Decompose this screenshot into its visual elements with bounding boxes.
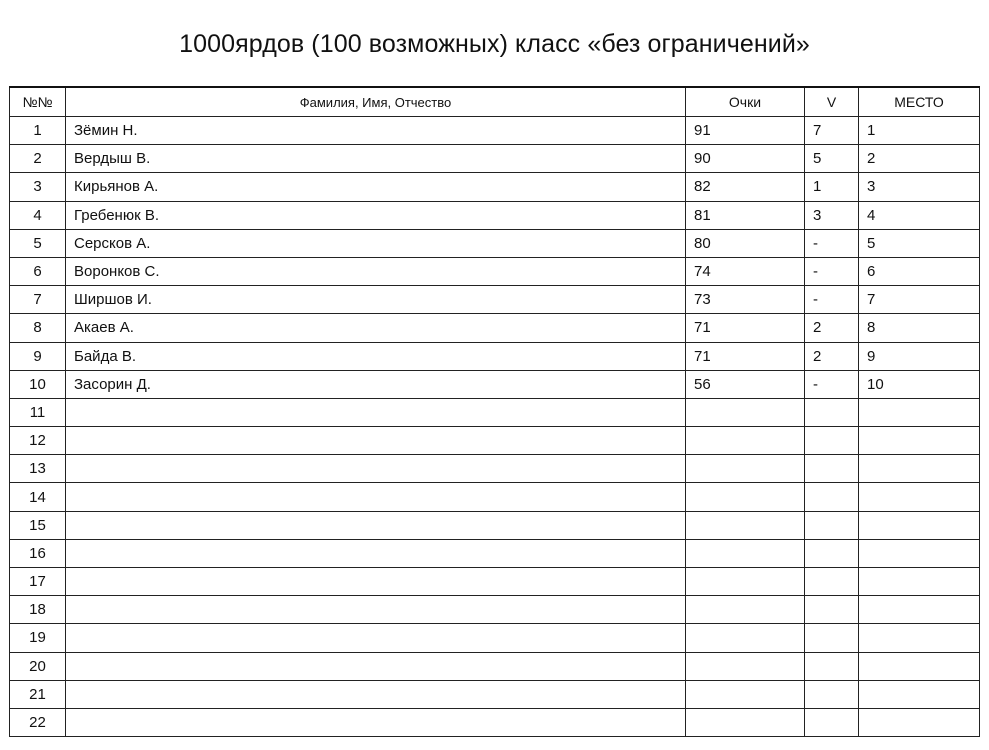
- score-cell: 90: [686, 145, 805, 173]
- v-cell: [805, 680, 859, 708]
- score-cell: [686, 455, 805, 483]
- table-row: [10, 427, 980, 455]
- v-cell: -: [805, 370, 859, 398]
- row-number: 20: [10, 652, 66, 680]
- participant-name: [66, 398, 686, 426]
- table-row: [10, 201, 980, 229]
- v-cell: -: [805, 257, 859, 285]
- place-cell: 3: [859, 173, 980, 201]
- row-number: 6: [10, 257, 66, 285]
- v-cell: 5: [805, 145, 859, 173]
- row-number: 14: [10, 483, 66, 511]
- place-cell: 4: [859, 201, 980, 229]
- row-number: 12: [10, 427, 66, 455]
- v-cell: [805, 596, 859, 624]
- score-cell: [686, 708, 805, 736]
- score-cell: [686, 680, 805, 708]
- v-cell: 7: [805, 117, 859, 145]
- participant-name: [66, 708, 686, 736]
- table-row: [10, 286, 980, 314]
- place-cell: [859, 680, 980, 708]
- participant-name: Серсков А.: [66, 229, 686, 257]
- v-cell: [805, 427, 859, 455]
- table-row: [10, 708, 980, 736]
- row-number: 13: [10, 455, 66, 483]
- score-cell: [686, 539, 805, 567]
- header-place: МЕСТО: [859, 87, 980, 117]
- participant-name: Гребенюк В.: [66, 201, 686, 229]
- v-cell: [805, 539, 859, 567]
- score-cell: [686, 596, 805, 624]
- header-row: [10, 87, 980, 117]
- score-cell: [686, 652, 805, 680]
- table-row: [10, 568, 980, 596]
- v-cell: [805, 483, 859, 511]
- score-cell: [686, 624, 805, 652]
- table-row: [10, 229, 980, 257]
- score-cell: 56: [686, 370, 805, 398]
- place-cell: 8: [859, 314, 980, 342]
- table-row: [10, 398, 980, 426]
- v-cell: 1: [805, 173, 859, 201]
- row-number: 21: [10, 680, 66, 708]
- header-name: Фамилия, Имя, Отчество: [66, 87, 686, 117]
- row-number: 5: [10, 229, 66, 257]
- table-row: [10, 314, 980, 342]
- score-cell: 91: [686, 117, 805, 145]
- header-score: Очки: [686, 87, 805, 117]
- row-number: 2: [10, 145, 66, 173]
- v-cell: 2: [805, 314, 859, 342]
- v-cell: 3: [805, 201, 859, 229]
- v-cell: 2: [805, 342, 859, 370]
- v-cell: [805, 652, 859, 680]
- header-v: V: [805, 87, 859, 117]
- v-cell: -: [805, 229, 859, 257]
- table-row: [10, 680, 980, 708]
- v-cell: [805, 708, 859, 736]
- row-number: 8: [10, 314, 66, 342]
- table-row: [10, 117, 980, 145]
- row-number: 15: [10, 511, 66, 539]
- participant-name: Вердыш В.: [66, 145, 686, 173]
- participant-name: [66, 511, 686, 539]
- table-row: [10, 173, 980, 201]
- place-cell: 1: [859, 117, 980, 145]
- table-row: [10, 370, 980, 398]
- place-cell: 10: [859, 370, 980, 398]
- table-row: [10, 652, 980, 680]
- participant-name: Воронков С.: [66, 257, 686, 285]
- table-row: [10, 483, 980, 511]
- table-row: [10, 455, 980, 483]
- row-number: 17: [10, 568, 66, 596]
- row-number: 22: [10, 708, 66, 736]
- participant-name: Засорин Д.: [66, 370, 686, 398]
- row-number: 19: [10, 624, 66, 652]
- row-number: 3: [10, 173, 66, 201]
- place-cell: [859, 652, 980, 680]
- row-number: 10: [10, 370, 66, 398]
- participant-name: [66, 680, 686, 708]
- table-row: [10, 596, 980, 624]
- place-cell: [859, 539, 980, 567]
- place-cell: 6: [859, 257, 980, 285]
- place-cell: [859, 596, 980, 624]
- participant-name: [66, 596, 686, 624]
- place-cell: [859, 568, 980, 596]
- table-row: [10, 145, 980, 173]
- score-cell: [686, 483, 805, 511]
- participant-name: Кирьянов А.: [66, 173, 686, 201]
- place-cell: [859, 624, 980, 652]
- v-cell: [805, 398, 859, 426]
- score-cell: [686, 568, 805, 596]
- table-row: [10, 624, 980, 652]
- participant-name: [66, 427, 686, 455]
- row-number: 18: [10, 596, 66, 624]
- place-cell: 2: [859, 145, 980, 173]
- v-cell: [805, 624, 859, 652]
- v-cell: [805, 511, 859, 539]
- v-cell: [805, 455, 859, 483]
- document-title: 1000ярдов (100 возможных) класс «без ограничений»: [179, 30, 810, 58]
- results-table: [9, 86, 980, 737]
- score-cell: 81: [686, 201, 805, 229]
- participant-name: [66, 455, 686, 483]
- row-number: 4: [10, 201, 66, 229]
- participant-name: [66, 539, 686, 567]
- place-cell: [859, 511, 980, 539]
- score-cell: 71: [686, 342, 805, 370]
- table-row: [10, 539, 980, 567]
- place-cell: [859, 398, 980, 426]
- place-cell: 9: [859, 342, 980, 370]
- v-cell: -: [805, 286, 859, 314]
- place-cell: 5: [859, 229, 980, 257]
- place-cell: [859, 427, 980, 455]
- score-cell: 80: [686, 229, 805, 257]
- score-cell: 82: [686, 173, 805, 201]
- table-row: [10, 257, 980, 285]
- header-num: №№: [10, 87, 66, 117]
- row-number: 7: [10, 286, 66, 314]
- participant-name: [66, 624, 686, 652]
- participant-name: [66, 568, 686, 596]
- score-cell: [686, 511, 805, 539]
- table-body: [10, 117, 980, 737]
- participant-name: Акаев А.: [66, 314, 686, 342]
- place-cell: 7: [859, 286, 980, 314]
- row-number: 16: [10, 539, 66, 567]
- v-cell: [805, 568, 859, 596]
- score-cell: 71: [686, 314, 805, 342]
- place-cell: [859, 483, 980, 511]
- score-cell: [686, 427, 805, 455]
- row-number: 9: [10, 342, 66, 370]
- participant-name: Байда В.: [66, 342, 686, 370]
- participant-name: Зёмин Н.: [66, 117, 686, 145]
- place-cell: [859, 455, 980, 483]
- table-row: [10, 511, 980, 539]
- score-cell: [686, 398, 805, 426]
- table-row: [10, 342, 980, 370]
- row-number: 11: [10, 398, 66, 426]
- row-number: 1: [10, 117, 66, 145]
- score-cell: 73: [686, 286, 805, 314]
- score-cell: 74: [686, 257, 805, 285]
- participant-name: [66, 652, 686, 680]
- place-cell: [859, 708, 980, 736]
- participant-name: [66, 483, 686, 511]
- participant-name: Ширшов И.: [66, 286, 686, 314]
